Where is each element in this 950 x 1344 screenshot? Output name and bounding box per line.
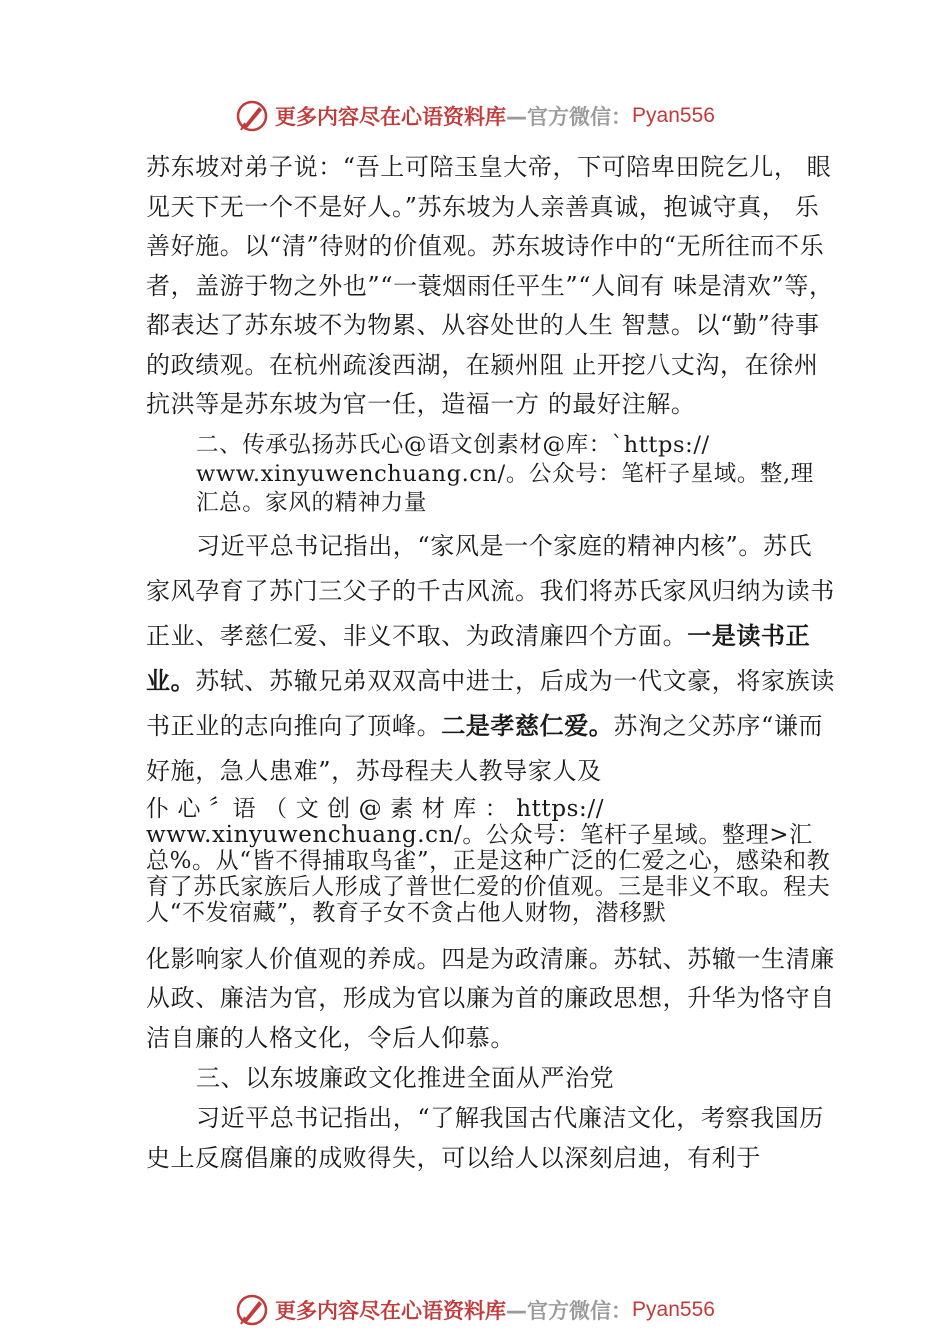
- feather-pen-icon: [235, 1293, 269, 1327]
- bold-point-2: 二是孝慈仁爱。: [441, 711, 614, 740]
- section-heading-3: 三、以东坡廉政文化推进全面从严治党: [196, 1064, 615, 1092]
- document-body: [146, 148, 836, 1178]
- bold-point-1: 一是读书正业。: [146, 621, 811, 695]
- header-watermark-banner: [0, 96, 950, 136]
- paragraph-text: 苏洵之父苏序“谦而好施，急人患难”，苏母程夫人教导家人及: [146, 711, 824, 785]
- feather-pen-icon: [235, 99, 269, 133]
- paragraph-compressed: 仆 心 〞语 （ 文 创 @ 素 材 库 ： https:// www.xinyuwenchuang.cn/。公众号：笔杆子星域。整理>汇总%。从“皆不得捕取鸟雀”，正是这种广泛的仁爱之心，感染和教育了苏氏家族后人形成了普世仁爱的价值观。三是非义不取。程夫人“不发宿藏”，教育子女不贪占他人财物，潜移默: [146, 795, 831, 926]
- footer-watermark-banner: [0, 1290, 950, 1330]
- banner-wechat-id: Pyan556: [632, 1298, 715, 1321]
- section-heading-2: 二、传承弘扬苏氏心@语文创素材@库：`https:// www.xinyuwenchuang.cn/。公众号：笔杆子星域。整,理汇总。家风的精神力量: [196, 431, 814, 516]
- paragraph-text: 苏轼、苏辙兄弟双双高中进士，后成为一代文豪，将家族读书正业的志向推向了顶峰。: [146, 666, 835, 740]
- banner-label: —官方微信：: [506, 105, 633, 129]
- banner-label: —官方微信：: [506, 1299, 633, 1323]
- paragraph-text: 习近平总书记指出，“家风是一个家庭的精神内核”。苏氏家风孕育了苏门三父子的千古风流。我们将苏氏家风归纳为读书正业、孝慈仁爱、非义不取、为政清廉四个方面。: [146, 531, 835, 650]
- banner-wechat-id: Pyan556: [632, 104, 715, 127]
- paragraph-last: 习近平总书记指出，“了解我国古代廉洁文化，考察我国历史上反腐倡廉的成败得失，可以给人以深刻启迪，有利于: [146, 1104, 824, 1172]
- paragraph-continuation: 化影响家人价值观的养成。四是为政清廉。苏轼、苏辙一生清廉从政、廉洁为官，形成为官以廉为首的廉政思想，升华为恪守自洁自廉的人格文化，令后人仰慕。: [146, 944, 835, 1052]
- banner-title: 更多内容尽在心语资料库: [275, 105, 507, 129]
- paragraph-family-style: [146, 524, 836, 794]
- banner-title: 更多内容尽在心语资料库: [275, 1299, 507, 1323]
- paragraph-1: 苏东坡对弟子说：“吾上可陪玉皇大帝，下可陪卑田院乞儿， 眼见天下无一个不是好人。”苏东坡为人亲善真诚，抱诚守真， 乐善好施。以“清”待财的价值观。苏东坡诗作中的“无所往而不乐者，盖游于物之外也”“一蓑烟雨任平生”“人间有 味是清欢”等，都表达了苏东坡不为物累、从容处世的人生 智慧。以“勤”待事的政绩观。在杭州疏浚西湖，在颍州阻 止开挖八丈沟，在徐州抗洪等是苏东坡为官一任，造福一方 的最好注解。: [146, 153, 834, 418]
